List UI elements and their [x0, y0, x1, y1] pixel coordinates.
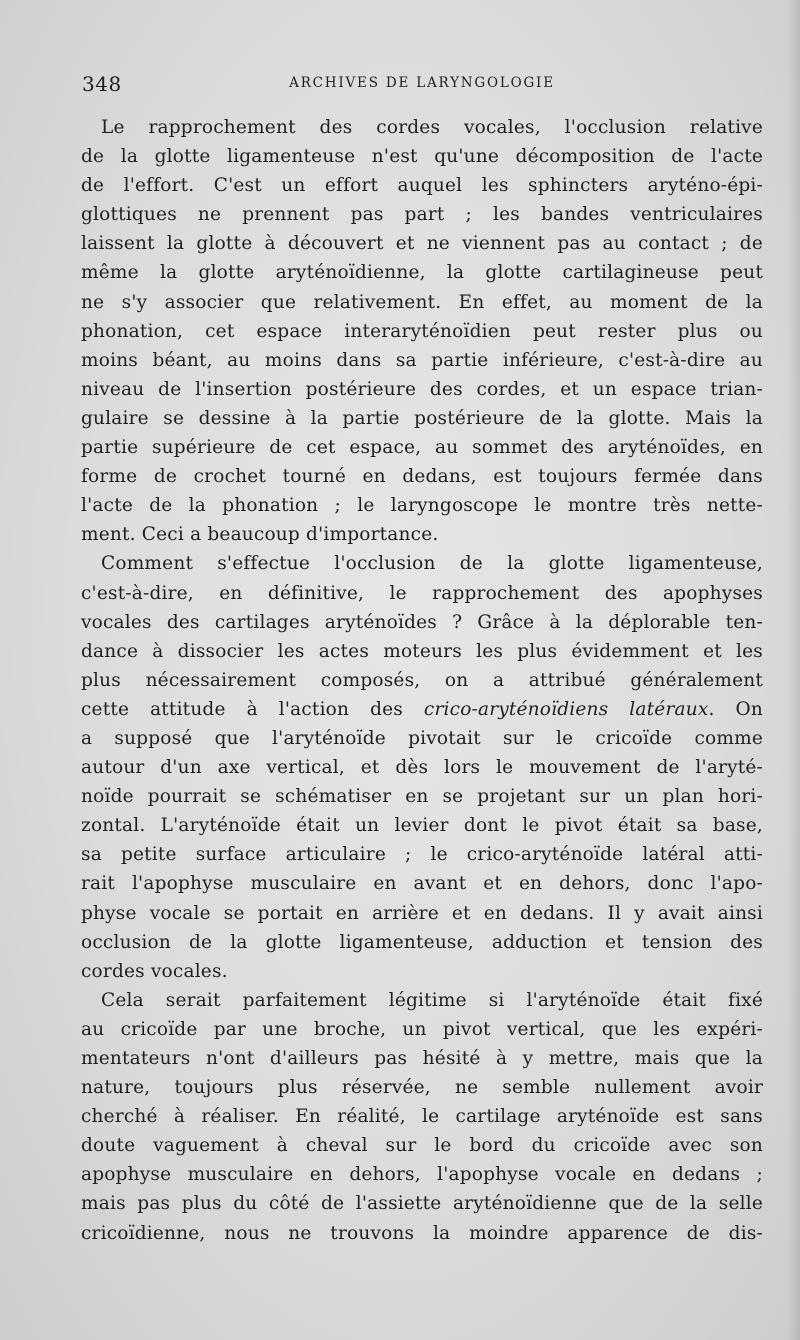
italic-phrase: crico-aryténoïdiens latéraux — [423, 698, 709, 720]
text-line: de la glotte ligamenteuse n'est qu'une décomposition de l'acte — [81, 146, 763, 168]
text-line: phonation, cet espace interaryténoïdien peut rester plus ou — [81, 320, 763, 342]
text-run: cette attitude à l'action des — [81, 698, 424, 720]
text-line: forme de crochet tourné en dedans, est toujours fermée dans — [81, 466, 763, 488]
text-line: gulaire se dessine à la partie postérieure de la glotte. Mais la — [81, 407, 763, 429]
text-line: ne s'y associer que relativement. En effet, au moment de la — [81, 291, 763, 313]
text-line: plus nécessairement composés, on a attribué généralement — [81, 669, 763, 691]
text-line: cherché à réaliser. En réalité, le cartilage aryténoïde est sans — [81, 1106, 763, 1128]
text-line: mais pas plus du côté de l'assiette aryténoïdienne que de la selle — [81, 1193, 763, 1215]
text-line-with-italic — [81, 695, 763, 724]
body-text — [81, 113, 763, 1248]
text-line: moins béant, au moins dans sa partie inférieure, c'est-à-dire au — [81, 349, 763, 371]
text-line: partie supérieure de cet espace, au sommet des aryténoïdes, en — [81, 437, 763, 459]
text-line: noïde pourrait se schématiser en se projetant sur un plan hori- — [81, 786, 763, 808]
text-line: ment. Ceci a beaucoup d'importance. — [81, 524, 439, 546]
text-line: glottiques ne prennent pas part ; les bandes ventriculaires — [81, 204, 763, 226]
text-line: rait l'apophyse musculaire en avant et en dehors, donc l'apo- — [81, 873, 763, 895]
text-line: l'acte de la phonation ; le laryngoscope le montre très nette- — [81, 495, 763, 517]
text-line: de l'effort. C'est un effort auquel les sphincters aryténo-épi- — [81, 175, 763, 197]
text-line: doute vaguement à cheval sur le bord du cricoïde avec son — [81, 1135, 763, 1157]
text-line: sa petite surface articulaire ; le crico-aryténoïde latéral atti- — [81, 844, 763, 866]
text-line: dance à dissocier les actes moteurs les plus évidemment et les — [81, 640, 763, 662]
text-line: c'est-à-dire, en définitive, le rapprochement des apophyses — [81, 582, 763, 604]
text-line: Le rapprochement des cordes vocales, l'occlusion relative — [101, 117, 763, 138]
text-run: . On — [708, 698, 763, 720]
text-line: physe vocale se portait en arrière et en dedans. Il y avait ainsi — [81, 902, 763, 924]
text-line: a supposé que l'aryténoïde pivotait sur le cricoïde comme — [81, 727, 763, 749]
text-line: autour d'un axe vertical, et dès lors le mouvement de l'aryté- — [81, 757, 763, 779]
text-line: zontal. L'aryténoïde était un levier dont le pivot était sa base, — [81, 815, 763, 837]
text-line: mentateurs n'ont d'ailleurs pas hésité à y mettre, mais que la — [81, 1048, 763, 1069]
running-title: ARCHIVES DE LARYNGOLOGIE — [289, 75, 555, 91]
text-line: occlusion de la glotte ligamenteuse, adduction et tension des — [81, 931, 763, 953]
page-number: 348 — [82, 72, 122, 96]
text-line: cordes vocales. — [81, 960, 228, 982]
text-line: Comment s'effectue l'occlusion de la glotte ligamenteuse, — [101, 553, 763, 575]
text-line: vocales des cartilages aryténoïdes ? Grâce à la déplorable ten- — [81, 611, 763, 633]
text-line: cricoïdienne, nous ne trouvons la moindre apparence de dis- — [81, 1222, 763, 1244]
page-header — [82, 72, 762, 98]
text-line: même la glotte aryténoïdienne, la glotte cartilagineuse peut — [81, 262, 763, 284]
text-line: niveau de l'insertion postérieure des cordes, et un espace trian- — [81, 378, 763, 400]
text-line: Cela serait parfaitement légitime si l'aryténoïde était fixé — [101, 989, 763, 1011]
text-line: au cricoïde par une broche, un pivot vertical, que les expéri- — [81, 1018, 763, 1040]
text-line: laissent la glotte à découvert et ne viennent pas au contact ; de — [81, 233, 763, 255]
text-line: nature, toujours plus réservée, ne semble nullement avoir — [81, 1077, 763, 1099]
text-line: apophyse musculaire en dehors, l'apophyse vocale en dedans ; — [81, 1164, 763, 1186]
